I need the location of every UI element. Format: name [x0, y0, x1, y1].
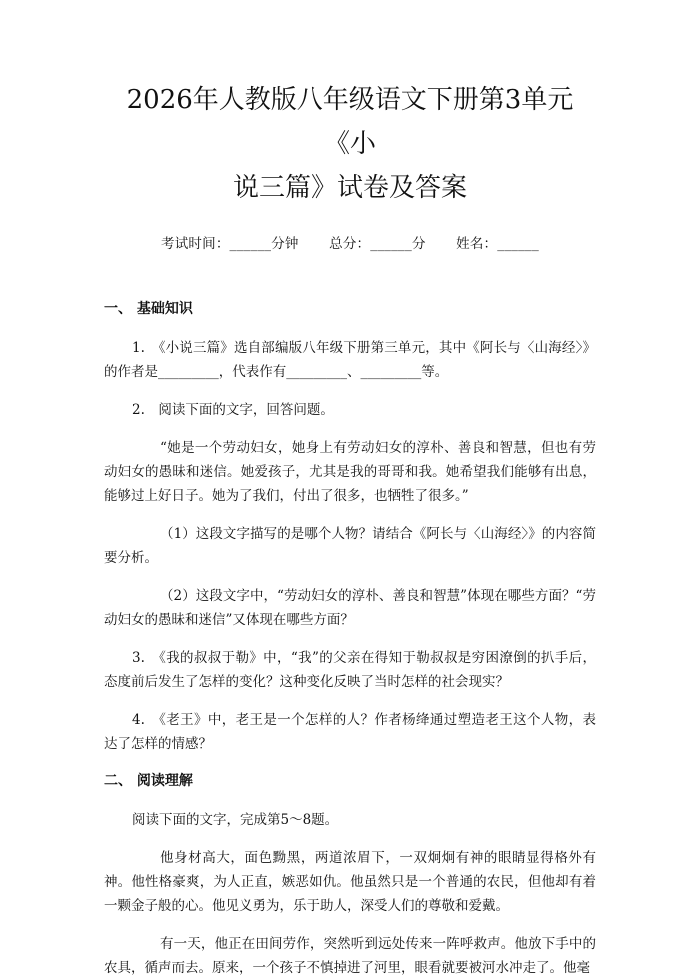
question-2-sub-1: （1）这段文字描写的是哪个人物？请结合《阿长与〈山海经〉》的内容简要分析。: [104, 526, 596, 566]
question-1: 1. 《小说三篇》选自部编版八年级下册第三单元，其中《阿长与〈山海经〉》的作者是_________，代表作有_________、_________等。: [104, 340, 596, 380]
exam-title: [104, 78, 596, 210]
title-line-1: 2026年人教版八年级语文下册第3单元《小: [126, 85, 574, 159]
reading-paragraph-1: 他身材高大，面色黝黑，两道浓眉下，一双炯炯有神的眼睛显得格外有神。他性格豪爽，为人正直，嫉恶如仇。他虽然只是一个普通的农民，但他却有着一颗金子般的心。他见义勇为，乐于助人，深受人们的尊敬和爱戴。: [104, 850, 596, 914]
reading-intro: 阅读下面的文字，完成第5～8题。: [132, 812, 339, 828]
section-heading-basic: 一、 基础知识: [104, 301, 193, 317]
exam-time: 考试时间：______分钟: [161, 236, 299, 252]
title-line-2: 说三篇》试卷及答案: [232, 173, 467, 203]
question-2-sub-2: （2）这段文字中，“劳动妇女的淳朴、善良和智慧”体现在哪些方面？“劳动妇女的愚昧和迷信”又体现在哪些方面？: [104, 588, 596, 628]
question-2: 2. 阅读下面的文字，回答问题。: [132, 402, 334, 418]
reading-paragraph-2: 有一天，他正在田间劳作，突然听到远处传来一阵呼救声。他放下手中的农具，循声而去。原来，一个孩子不慎掉进了河里，眼看就要被河水冲走了。他毫: [104, 936, 596, 976]
total-score: 总分：______分: [329, 236, 426, 252]
question-4: 4. 《老王》中，老王是一个怎样的人？作者杨绛通过塑造老王这个人物，表达了怎样的情感？: [104, 712, 596, 752]
exam-meta: [104, 232, 596, 252]
section-heading-reading: 二、 阅读理解: [104, 773, 193, 789]
question-2-quote: “她是一个劳动妇女，她身上有劳动妇女的淳朴、善良和智慧，但也有劳动妇女的愚昧和迷信。她爱孩子，尤其是我的哥哥和我。她希望我们能够有出息，能够过上好日子。她为了我们，付出了很多，也牺牲了很多。”: [104, 440, 596, 504]
student-name: 姓名：______: [456, 236, 539, 252]
question-3: 3. 《我的叔叔于勒》中，“我”的父亲在得知于勒叔叔是穷困潦倒的扒手后，态度前后发生了怎样的变化？这种变化反映了当时怎样的社会现实？: [104, 650, 596, 690]
